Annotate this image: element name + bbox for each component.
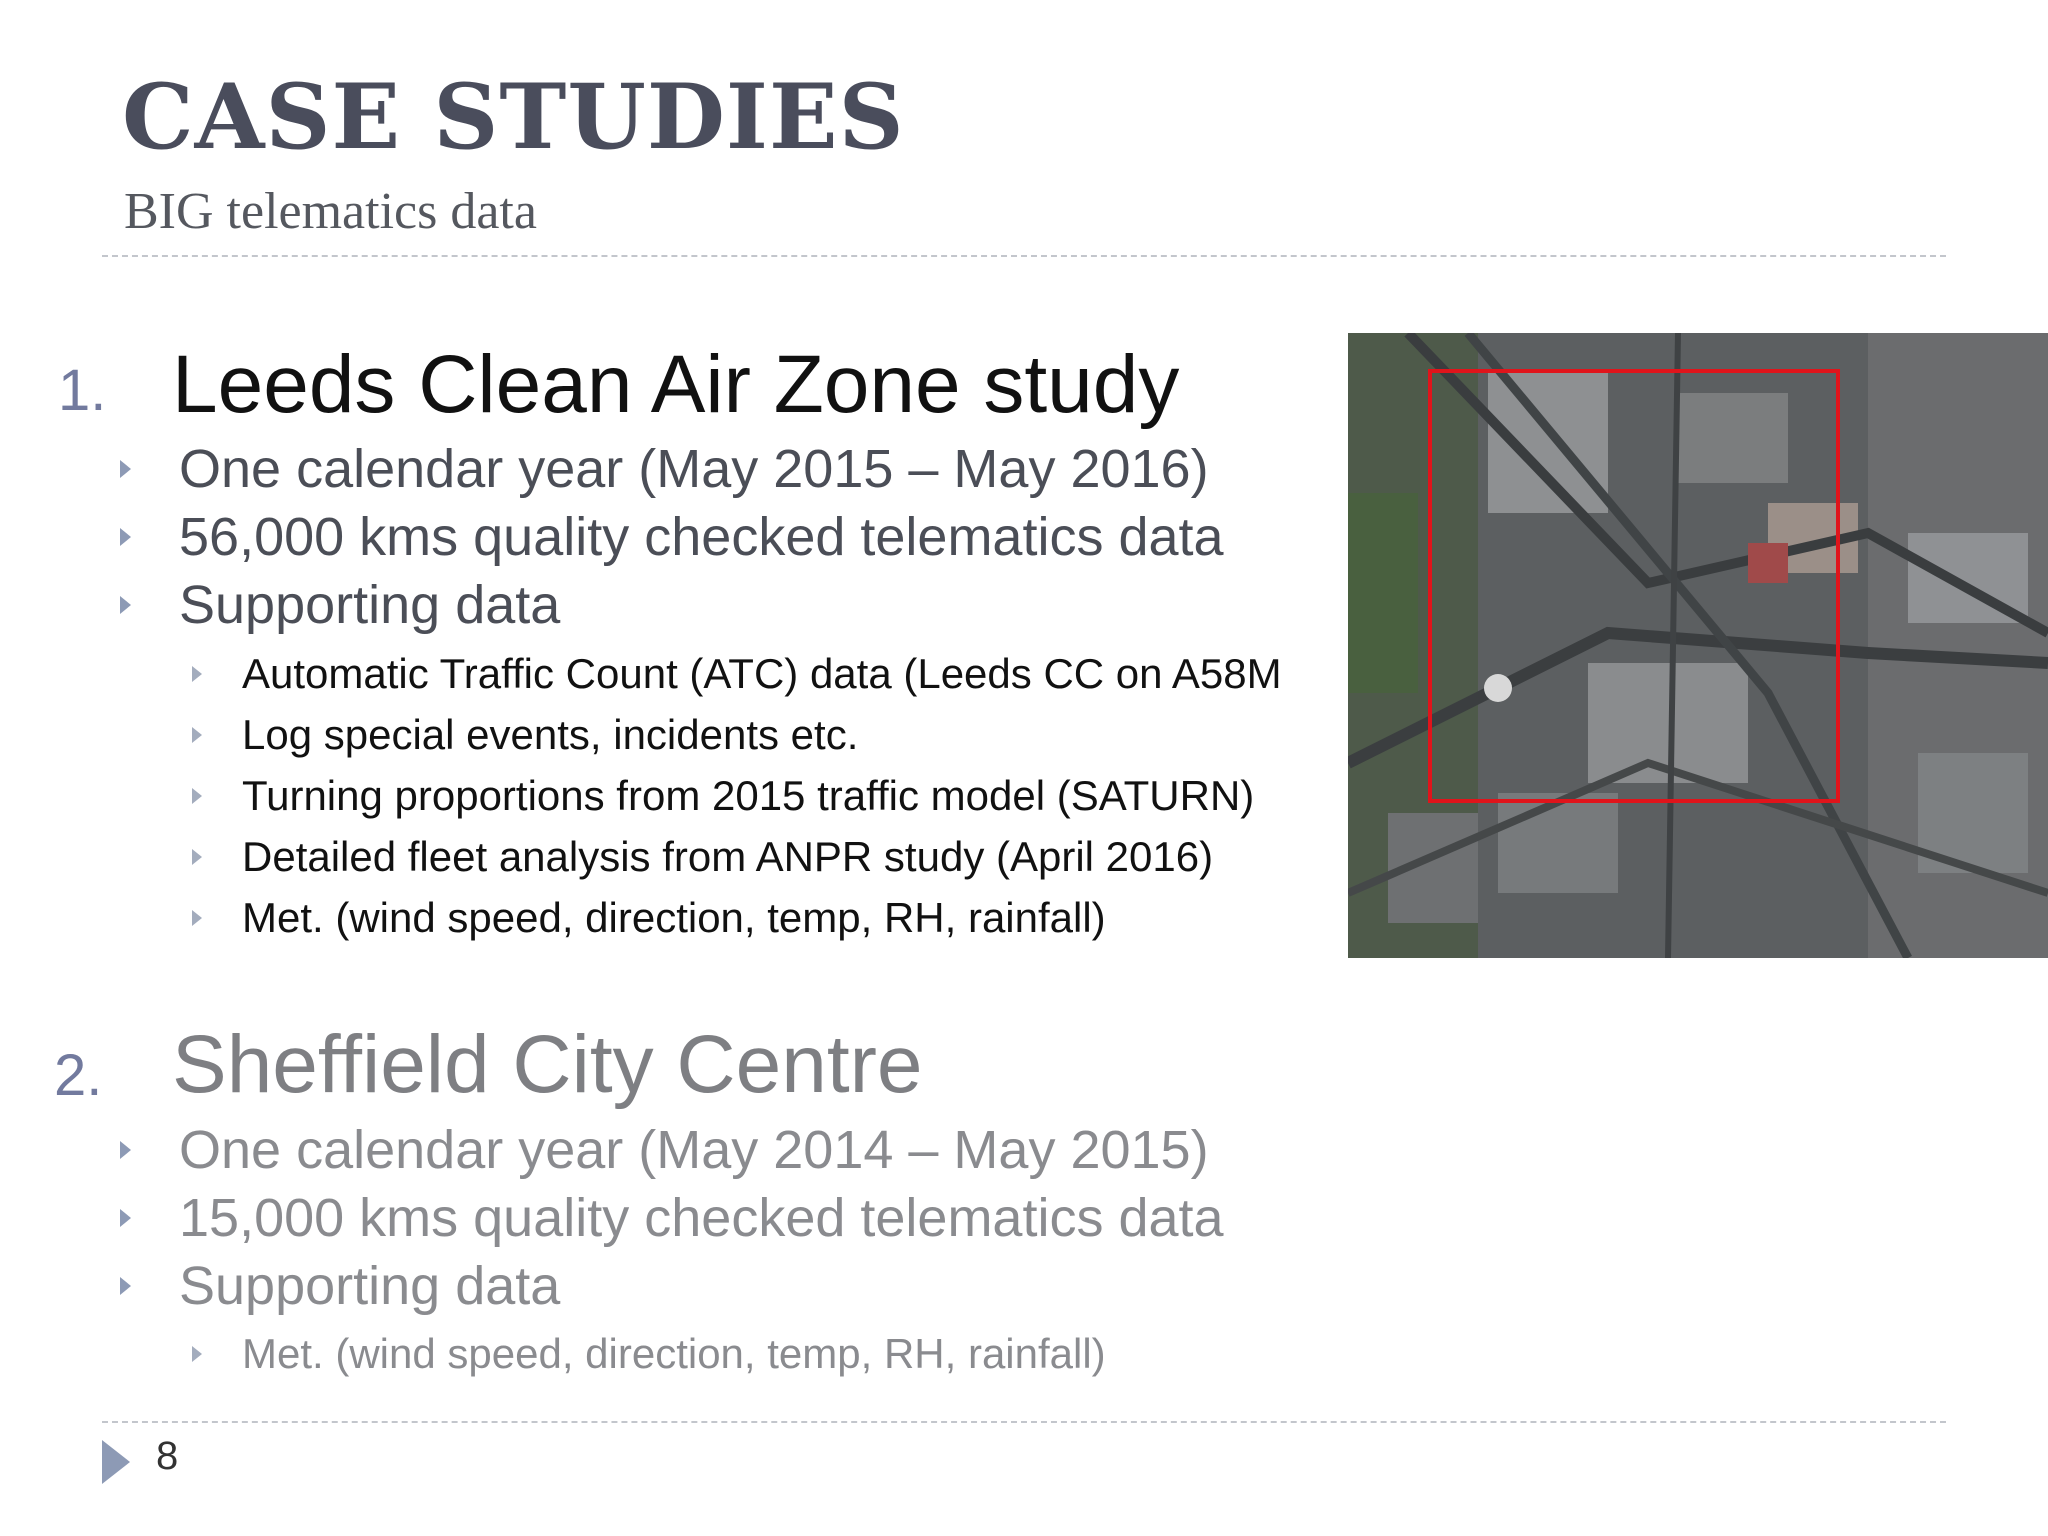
sub-bullet-item — [192, 772, 1254, 820]
sub-bullet-text: Automatic Traffic Count (ATC) data (Leeds CC on A58M — [242, 650, 1282, 697]
header-divider — [102, 255, 1946, 257]
bullet-arrow-icon — [120, 460, 131, 478]
bullet-item — [120, 1187, 1224, 1249]
section-number: 2. — [54, 1043, 103, 1108]
bullet-arrow-icon — [120, 528, 131, 546]
page-number: 8 — [156, 1434, 179, 1478]
bullet-text: One calendar year (May 2015 – May 2016) — [179, 439, 1209, 499]
sub-bullet-item — [192, 711, 858, 759]
sub-bullet-text: Detailed fleet analysis from ANPR study (April 2016) — [242, 833, 1214, 880]
bullet-text: 56,000 kms quality checked telematics data — [179, 507, 1224, 567]
aerial-map-image — [1348, 333, 2048, 958]
bullet-arrow-icon — [192, 849, 202, 865]
bullet-arrow-icon — [192, 910, 202, 926]
bullet-arrow-icon — [120, 1141, 131, 1159]
bullet-item — [120, 506, 1224, 568]
footer-arrow-icon — [102, 1440, 130, 1484]
sub-bullet-item — [192, 1330, 1106, 1378]
bullet-item — [120, 574, 560, 636]
bullet-arrow-icon — [192, 666, 202, 682]
slide-subtitle: BIG telematics data — [124, 183, 537, 240]
bullet-item — [120, 438, 1209, 500]
bullet-arrow-icon — [120, 596, 131, 614]
sub-bullet-item — [192, 833, 1213, 881]
sub-bullet-text: Turning proportions from 2015 traffic model (SATURN) — [242, 772, 1255, 819]
footer-divider — [102, 1421, 1946, 1423]
bullet-arrow-icon — [120, 1277, 131, 1295]
section-title: Sheffield City Centre — [172, 1019, 923, 1110]
section-title: Leeds Clean Air Zone study — [172, 339, 1180, 430]
bullet-item — [120, 1119, 1209, 1181]
bullet-arrow-icon — [192, 727, 202, 743]
bullet-item — [120, 1255, 560, 1317]
bullet-arrow-icon — [192, 1346, 202, 1362]
sub-bullet-text: Log special events, incidents etc. — [242, 711, 859, 758]
section-number: 1. — [58, 358, 107, 423]
bullet-arrow-icon — [120, 1209, 131, 1227]
bullet-text: Supporting data — [179, 575, 561, 635]
sub-bullet-item — [192, 894, 1106, 942]
bullet-text: One calendar year (May 2014 – May 2015) — [179, 1120, 1209, 1180]
sub-bullet-item — [192, 650, 1282, 698]
bullet-arrow-icon — [192, 788, 202, 804]
bullet-text: Supporting data — [179, 1256, 561, 1316]
sub-bullet-text: Met. (wind speed, direction, temp, RH, rainfall) — [242, 1330, 1106, 1377]
slide-title: CASE STUDIES — [122, 64, 905, 170]
sub-bullet-text: Met. (wind speed, direction, temp, RH, rainfall) — [242, 894, 1106, 941]
bullet-text: 15,000 kms quality checked telematics data — [179, 1188, 1224, 1248]
